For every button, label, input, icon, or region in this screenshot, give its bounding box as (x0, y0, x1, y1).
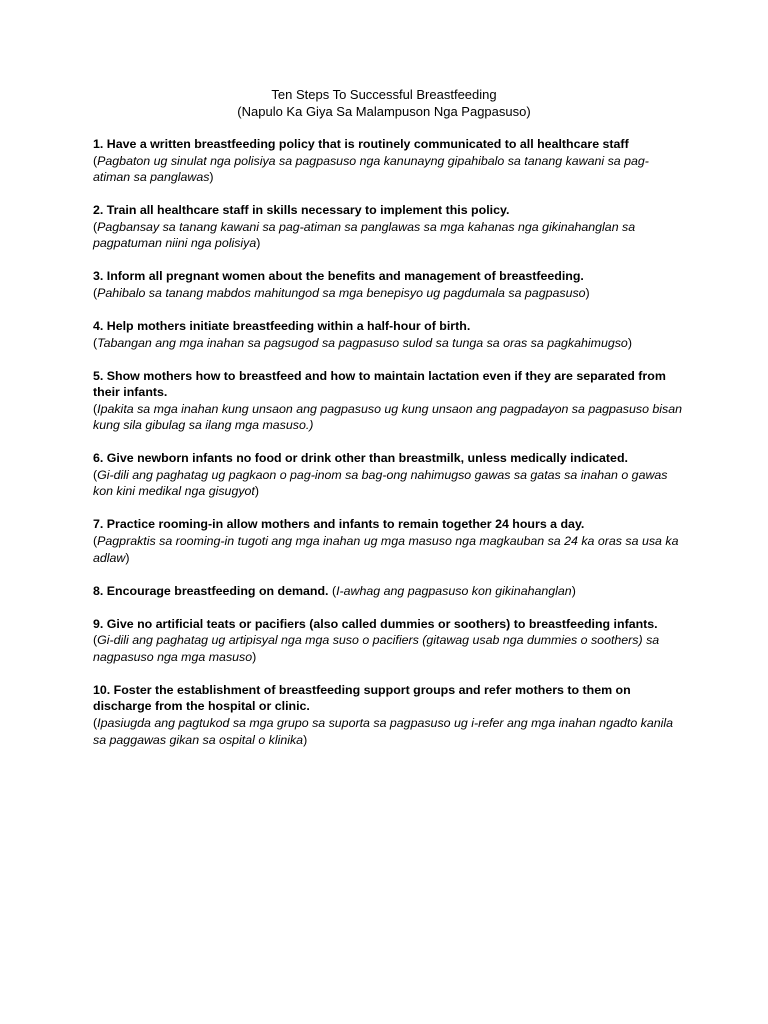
step-translation: (Pagbansay sa tanang kawani sa pag-atiman sa panglawas sa mga kahanas nga gikinahanglan sa pagpatuman niini nga polisiya) (93, 219, 636, 251)
step-english: 2. Train all healthcare staff in skills necessary to implement this policy. (93, 203, 510, 218)
step-english: 6. Give newborn infants no food or drink other than breastmilk, unless medically indicated. (93, 451, 628, 466)
step-translation: (Gi-dili ang paghatag ug pagkaon o pag-inom sa bag-ong nahimugso gawas sa gatas sa inahan o gawas kon kini medikal nga gisugyot) (93, 467, 668, 499)
step-translation: (Ipasiugda ang pagtukod sa mga grupo sa suporta sa pagpasuso ug i-refer ang mga inahan ngadto kanila sa paggawas gikan sa ospital o klinika) (93, 715, 674, 747)
list-item (93, 450, 683, 500)
step-translation: (Gi-dili ang paghatag ug artipisyal nga mga suso o pacifiers (gitawag usab nga dummies o soothers) sa nagpasuso nga mga masuso) (93, 633, 660, 664)
list-item (93, 583, 683, 600)
list-item (93, 616, 683, 666)
list-item (93, 268, 683, 301)
step-english: 7. Practice rooming-in allow mothers and infants to remain together 24 hours a day. (93, 517, 585, 532)
document-title: Ten Steps To Successful Breastfeeding (271, 87, 497, 102)
list-item (93, 682, 683, 748)
document-header (0, 86, 768, 120)
step-translation: (Pagpraktis sa rooming-in tugoti ang mga inahan ug mga masuso nga magkauban sa 24 ka oras sa usa ka adlaw) (93, 534, 679, 565)
list-item (93, 136, 683, 186)
step-english: 10. Foster the establishment of breastfeeding support groups and refer mothers to them on discharge from the hospital or clinic. (93, 682, 631, 714)
step-english: 1. Have a written breastfeeding policy that is routinely communicated to all healthcare staff (93, 137, 629, 151)
step-english: 9. Give no artificial teats or pacifiers (also called dummies or soothers) to breastfeeding infants. (93, 616, 658, 631)
list-item (93, 516, 683, 566)
document-subtitle: (Napulo Ka Giya Sa Malampuson Nga Pagpasuso) (237, 104, 531, 119)
step-translation: (Ipakita sa mga inahan kung unsaon ang pagpasuso ug kung unsaon ang pagpadayon sa pagpasuso bisan kung sila gibulag sa ilang mga masuso.) (93, 401, 683, 433)
step-translation: (Pagbaton ug sinulat nga polisiya sa pagpasuso nga kanunayng gipahibalo sa tanang kawani sa pag-atiman sa panglawas) (93, 153, 649, 185)
step-english: 3. Inform all pregnant women about the benefits and management of breastfeeding. (93, 269, 584, 284)
step-translation: (Pahibalo sa tanang mabdos mahitungod sa mga benepisyo ug pagdumala sa pagpasuso) (93, 285, 590, 300)
list-item (93, 368, 683, 434)
step-translation: (Tabangan ang mga inahan sa pagsugod sa pagpasuso sulod sa tunga sa oras sa pagkahimugso) (93, 335, 632, 350)
step-english: 4. Help mothers initiate breastfeeding within a half-hour of birth. (93, 318, 471, 333)
step-english: 8. Encourage breastfeeding on demand. (I-awhag ang pagpasuso kon gikinahanglan) (93, 583, 576, 598)
steps-list (93, 136, 683, 765)
list-item (93, 318, 683, 351)
list-item (93, 202, 683, 252)
step-translation: I-awhag ang pagpasuso kon gikinahanglan (336, 583, 572, 598)
step-english: 5. Show mothers how to breastfeed and how to maintain lactation even if they are separated from their infants. (93, 368, 666, 400)
